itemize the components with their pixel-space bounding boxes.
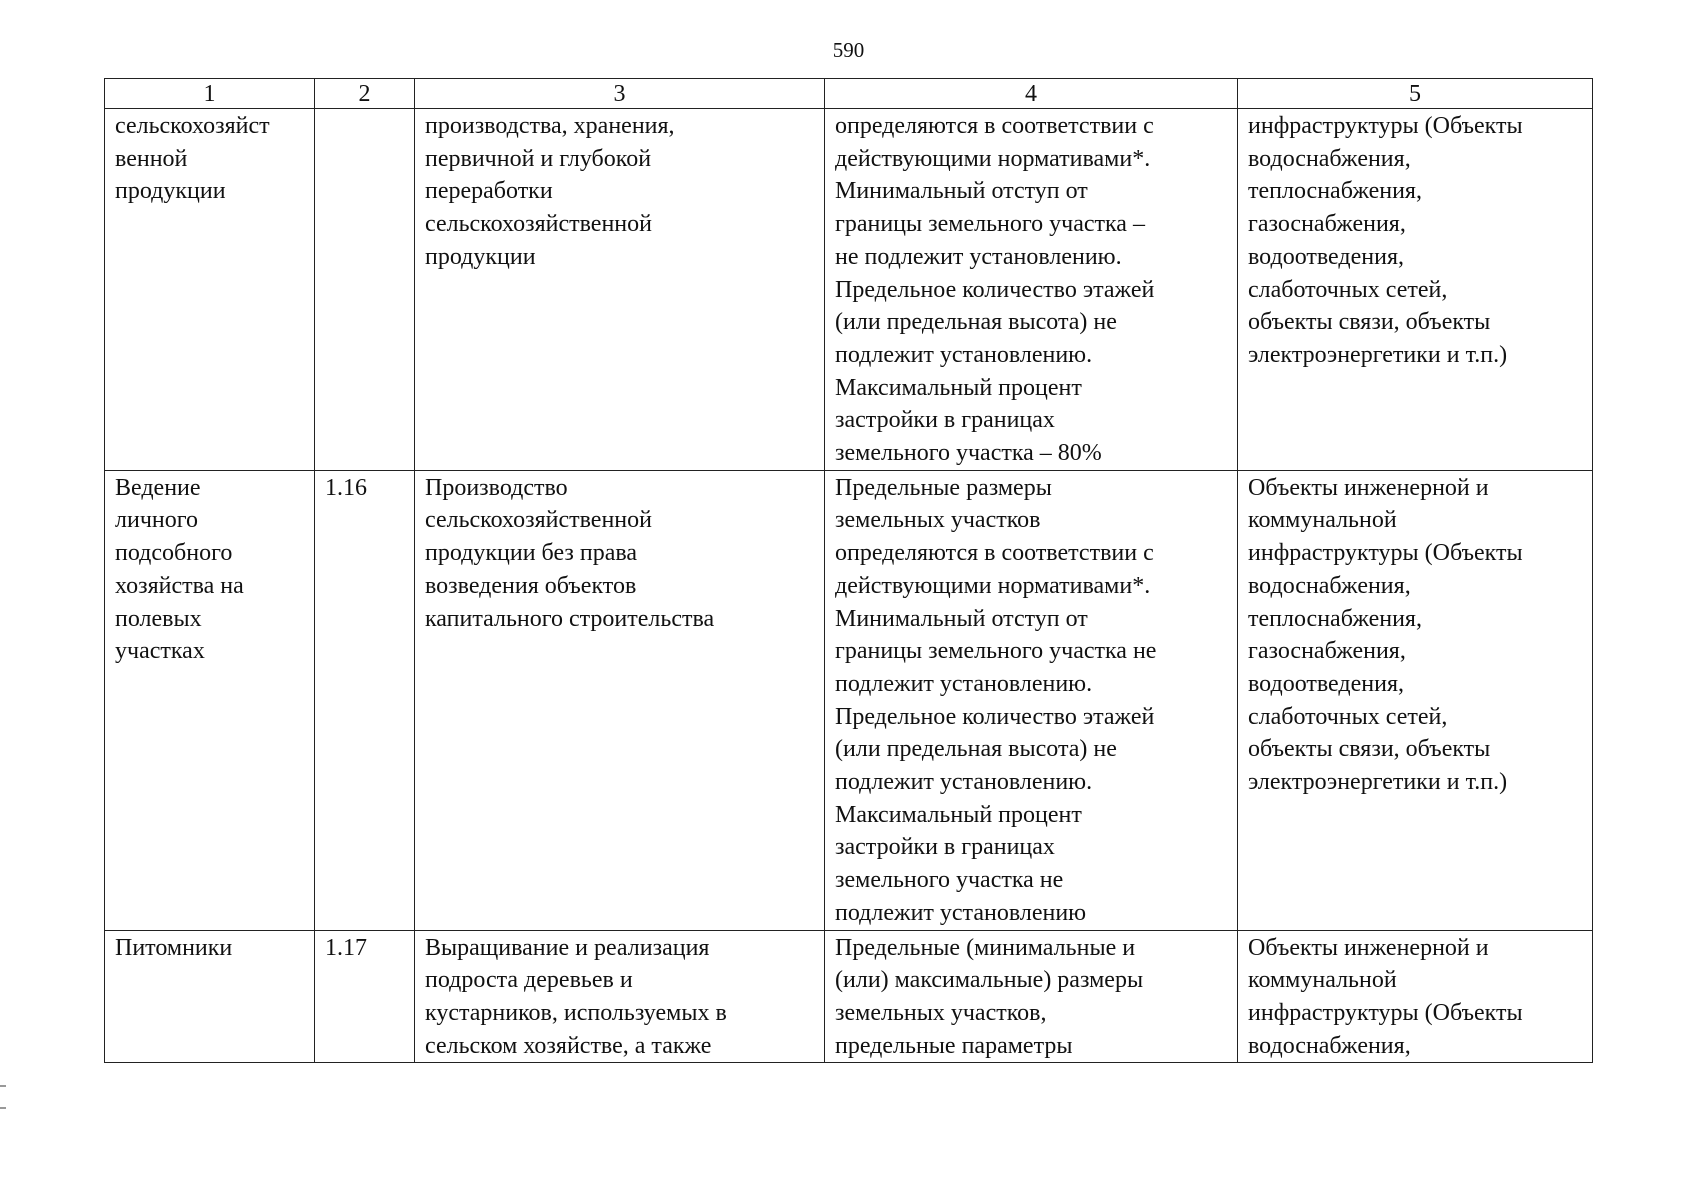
- description-cell: [415, 470, 825, 930]
- cell-text-line: Максимальный процент: [835, 801, 1082, 828]
- cell-text-line: (или предельная высота) не: [835, 736, 1117, 763]
- cell-text-line: Выращивание и реализация: [425, 934, 710, 961]
- code-cell: [315, 109, 415, 471]
- cell-text-line: объекты связи, объекты: [1248, 736, 1491, 763]
- cell-text-line: кустарников, используемых в: [425, 999, 727, 1026]
- cell-text-line: слаботочных сетей,: [1248, 276, 1448, 303]
- cell-text-line: объекты связи, объекты: [1248, 309, 1491, 336]
- cell-text-line: производства, хранения,: [425, 113, 675, 139]
- cell-text-line: застройки в границах: [835, 834, 1055, 861]
- cell-text-line: Ведение: [115, 474, 201, 501]
- cell-text-line: Объекты инженерной и: [1248, 934, 1489, 961]
- cell-text-line: застройки в границах: [835, 407, 1055, 434]
- cell-text-line: личного: [115, 507, 198, 534]
- header-row: [105, 79, 1593, 109]
- cell-text-line: Минимальный отступ от: [835, 605, 1088, 632]
- cell-text-line: определяются в соответствии с: [835, 113, 1154, 139]
- cell-text-line: участках: [115, 638, 205, 665]
- cell-text-line: продукции: [115, 178, 226, 205]
- cell-text-line: первичной и глубокой: [425, 145, 652, 172]
- land-use-type-cell: [105, 109, 315, 471]
- objects-cell: [1238, 470, 1593, 930]
- cell-text-line: газоснабжения,: [1248, 638, 1406, 665]
- cell-text-line: Минимальный отступ от: [835, 178, 1088, 205]
- cell-text-line: теплоснабжения,: [1248, 178, 1422, 205]
- column-header-2: 2: [315, 79, 415, 109]
- column-header-3: 3: [415, 79, 825, 109]
- cell-text-line: подлежит установлению: [835, 899, 1087, 926]
- scan-edge-mark: [0, 1085, 6, 1109]
- cell-text-line: продукции без права: [425, 540, 638, 567]
- cell-text-line: продукции: [425, 243, 536, 270]
- table-row: [105, 930, 1593, 1063]
- parameters-cell: [825, 930, 1238, 1063]
- description-cell: [415, 109, 825, 471]
- column-header-5: 5: [1238, 79, 1593, 109]
- cell-text-line: (или предельная высота) не: [835, 309, 1117, 336]
- parameters-cell: [825, 470, 1238, 930]
- table-body: [105, 109, 1593, 1063]
- cell-text-line: подлежит установлению.: [835, 670, 1093, 697]
- cell-text-line: границы земельного участка не: [835, 638, 1157, 665]
- cell-text-line: Максимальный процент: [835, 374, 1082, 401]
- cell-text-line: инфраструктуры (Объекты: [1248, 540, 1523, 567]
- cell-text-line: определяются в соответствии с: [835, 540, 1154, 567]
- cell-text-line: границы земельного участка –: [835, 211, 1145, 238]
- cell-text-line: венной: [115, 145, 188, 172]
- cell-text-line: подлежит установлению.: [835, 341, 1093, 368]
- parameters-cell: [825, 109, 1238, 471]
- cell-text-line: электроэнергетики и т.п.): [1248, 769, 1508, 796]
- land-use-table: [104, 78, 1593, 1063]
- cell-text-line: слаботочных сетей,: [1248, 703, 1448, 730]
- cell-text-line: 1.17: [325, 934, 367, 961]
- cell-text-line: земельного участка не: [835, 867, 1064, 894]
- cell-text-line: коммунальной: [1248, 967, 1397, 994]
- cell-text-line: земельного участка – 80%: [835, 440, 1102, 467]
- cell-text-line: Предельное количество этажей: [835, 276, 1155, 303]
- cell-text-line: водоснабжения,: [1248, 1032, 1411, 1059]
- land-use-type-cell: [105, 930, 315, 1063]
- cell-text-line: сельскохозяйственной: [425, 211, 652, 238]
- cell-text-line: предельные параметры: [835, 1032, 1073, 1059]
- cell-text-line: Предельное количество этажей: [835, 703, 1155, 730]
- cell-text-line: земельных участков: [835, 507, 1041, 534]
- cell-text-line: капитального строительства: [425, 605, 715, 632]
- cell-text-line: (или) максимальные) размеры: [835, 967, 1144, 994]
- cell-text-line: действующими нормативами*.: [835, 145, 1151, 172]
- cell-text-line: возведения объектов: [425, 572, 637, 599]
- column-header-4: 4: [825, 79, 1238, 109]
- objects-cell: [1238, 930, 1593, 1063]
- cell-text-line: инфраструктуры (Объекты: [1248, 999, 1523, 1026]
- cell-text-line: полевых: [115, 605, 202, 632]
- cell-text-line: сельскохозяйственной: [425, 507, 652, 534]
- description-cell: [415, 930, 825, 1063]
- cell-text-line: водоснабжения,: [1248, 572, 1411, 599]
- cell-text-line: хозяйства на: [115, 572, 244, 599]
- cell-text-line: инфраструктуры (Объекты: [1248, 113, 1523, 139]
- column-header-1: 1: [105, 79, 315, 109]
- cell-text-line: сельском хозяйстве, а также: [425, 1032, 712, 1059]
- code-cell: [315, 930, 415, 1063]
- cell-text-line: сельскохозяйст: [115, 113, 270, 139]
- code-cell: [315, 470, 415, 930]
- cell-text-line: Предельные размеры: [835, 474, 1052, 501]
- table-row: [105, 470, 1593, 930]
- cell-text-line: земельных участков,: [835, 999, 1047, 1026]
- cell-text-line: Объекты инженерной и: [1248, 474, 1489, 501]
- cell-text-line: действующими нормативами*.: [835, 572, 1151, 599]
- cell-text-line: не подлежит установлению.: [835, 243, 1122, 270]
- cell-text-line: электроэнергетики и т.п.): [1248, 341, 1508, 368]
- table-row: [105, 109, 1593, 471]
- cell-text-line: коммунальной: [1248, 507, 1397, 534]
- cell-text-line: водоснабжения,: [1248, 145, 1411, 172]
- cell-text-line: 1.16: [325, 474, 367, 501]
- cell-text-line: подсобного: [115, 540, 233, 567]
- cell-text-line: Производство: [425, 474, 568, 501]
- land-use-type-cell: [105, 470, 315, 930]
- cell-text-line: подроста деревьев и: [425, 967, 633, 994]
- cell-text-line: теплоснабжения,: [1248, 605, 1422, 632]
- cell-text-line: переработки: [425, 178, 553, 205]
- objects-cell: [1238, 109, 1593, 471]
- cell-text-line: Предельные (минимальные и: [835, 934, 1136, 961]
- page-number: 590: [832, 38, 865, 62]
- cell-text-line: газоснабжения,: [1248, 211, 1406, 238]
- cell-text-line: водоотведения,: [1248, 670, 1404, 697]
- cell-text-line: подлежит установлению.: [835, 769, 1093, 796]
- cell-text-line: Питомники: [115, 934, 233, 961]
- cell-text-line: водоотведения,: [1248, 243, 1404, 270]
